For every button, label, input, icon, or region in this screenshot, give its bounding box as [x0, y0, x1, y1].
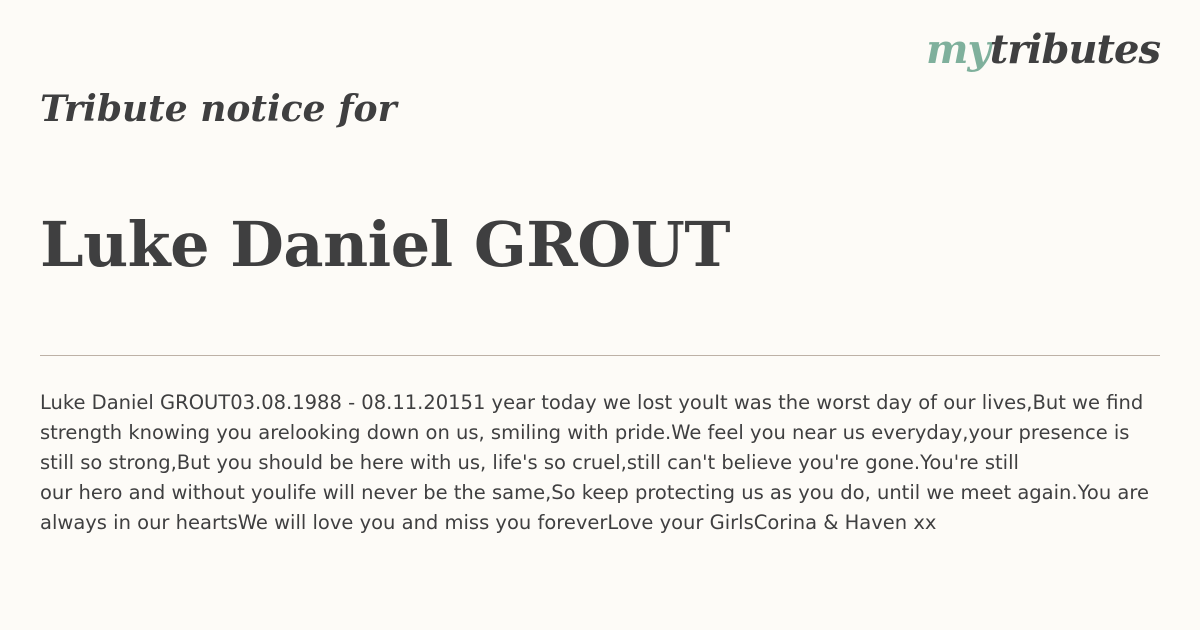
tribute-notice-heading: Tribute notice for: [40, 88, 397, 130]
deceased-name: Luke Daniel GROUT: [40, 208, 730, 281]
tribute-message: Luke Daniel GROUT03.08.1988 - 08.11.20151 year today we lost youIt was the worst day of our lives,But we find strength knowing you arelooking down on us, smiling with pride.We feel you near us everyday,your presence is still so strong,But you should be here with us, life's so cruel,still can't believe you're gone.You're still our hero and without youlife will never be the same,So keep protecting us as you do, until we meet again.You are always in our heartsWe will love you and miss you foreverLove your GirlsCorina & Haven xx: [40, 391, 1149, 534]
mytributes-logo: [926, 26, 1160, 73]
logo-part-my: my: [926, 26, 990, 73]
divider: [40, 355, 1160, 356]
logo-part-tributes: tributes: [989, 26, 1160, 73]
